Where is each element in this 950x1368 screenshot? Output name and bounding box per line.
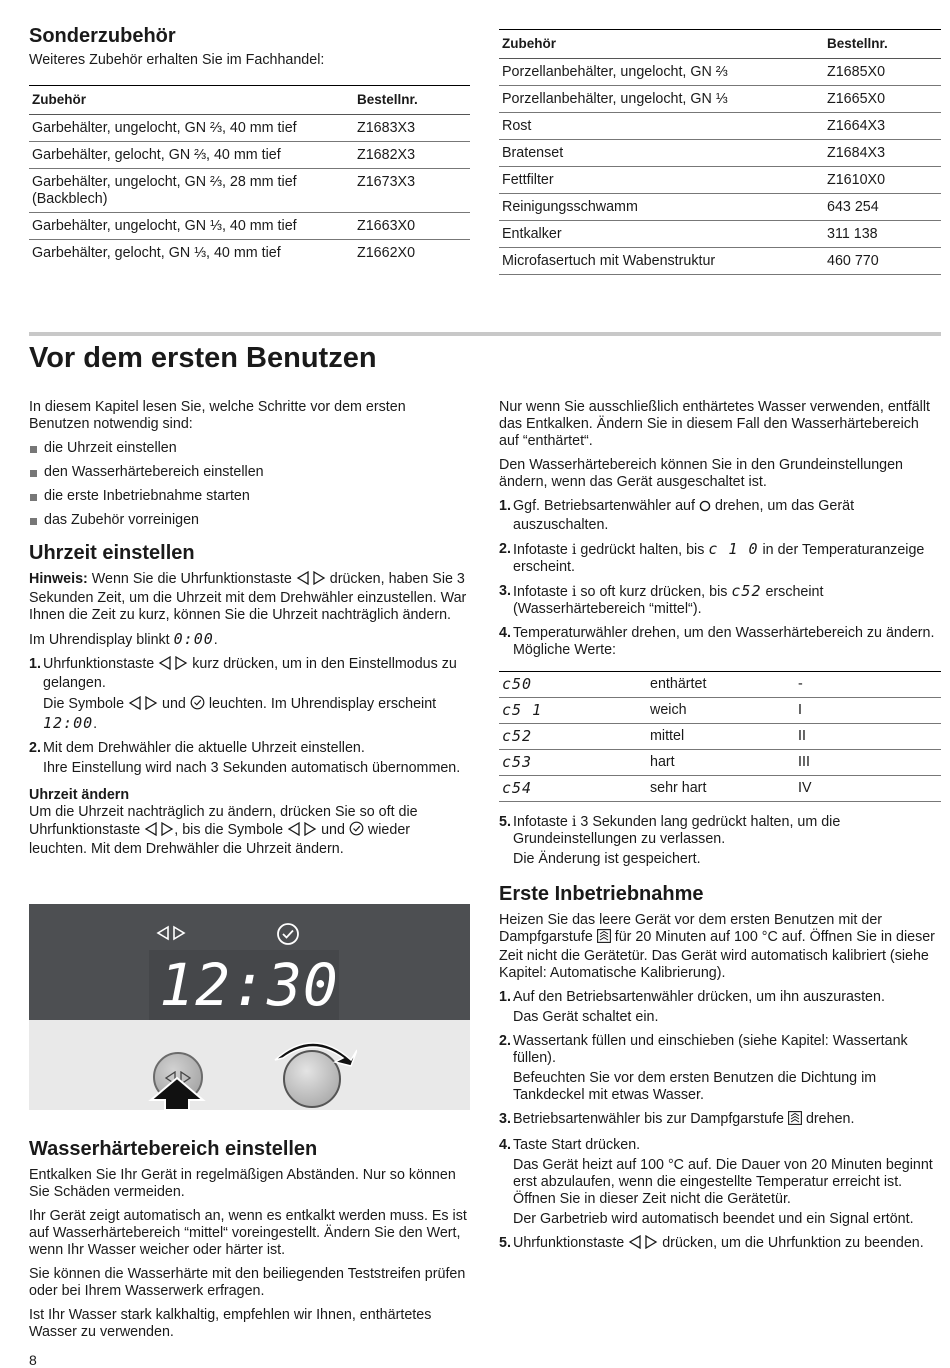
- table-cell: IV: [795, 776, 941, 802]
- step-text: 3 Sekunden lang gedrückt halten, um die Grundeinstellungen zu verlassen.: [513, 814, 841, 847]
- table-cell: Rost: [499, 113, 824, 140]
- water-steps: [499, 498, 941, 659]
- step-number: 2.: [499, 1033, 511, 1049]
- table-cell: Z1663X0: [354, 213, 470, 240]
- table-cell: Entkalker: [499, 221, 824, 248]
- step-text: Temperaturwähler drehen, um den Wasserhärtebereich zu ändern.: [513, 625, 935, 641]
- list-item: 1. Uhrfunktionstaste kurz drücken, um in den Einstellmodus zu gelangen. Die Symbole und leuchten. Im Uhrendisplay erscheint 12:00.: [29, 656, 457, 732]
- clock-function-icon: [628, 1235, 658, 1254]
- table-cell: Garbehälter, gelocht, GN ⅔, 40 mm tief: [29, 142, 354, 169]
- table-cell: -: [795, 672, 941, 698]
- step-text: Infotaste: [513, 542, 568, 558]
- press-arrow-icon: [147, 1076, 207, 1110]
- table-cell: Garbehälter, ungelocht, GN ⅓, 40 mm tief: [29, 213, 354, 240]
- water-title: Wasserhärtebereich einstellen: [29, 1138, 318, 1160]
- clock-function-icon: [144, 822, 174, 841]
- display-value: 0:00: [173, 630, 214, 648]
- step-text: Mit dem Drehwähler die aktuelle Uhrzeit einstellen.: [43, 740, 365, 756]
- hardness-table: [499, 671, 941, 802]
- off-position-icon: [699, 500, 711, 517]
- step-text: und: [162, 696, 186, 712]
- step-text: Infotaste: [513, 584, 568, 600]
- step-text: Uhrfunktionstaste: [513, 1235, 625, 1251]
- table-row: [499, 59, 941, 86]
- table-cell: Z1683X3: [354, 115, 470, 142]
- list-item: [499, 1235, 941, 1254]
- list-item: [499, 498, 941, 534]
- timer-icon: [276, 922, 300, 951]
- water-paragraph: Entkalken Sie Ihr Gerät in regelmäßigen Abständen. Nur so können Sie Schäden vermeiden.: [29, 1167, 456, 1200]
- table-row: [29, 169, 470, 213]
- steam-mode-icon: [788, 1111, 802, 1130]
- list-item: [499, 625, 941, 659]
- list-item: [499, 1033, 941, 1104]
- table-cell: enthärtet: [647, 672, 795, 698]
- table-row: [499, 750, 941, 776]
- list-item: [499, 1137, 941, 1228]
- table-header: Bestellnr.: [824, 30, 941, 59]
- accessories-section: [29, 24, 470, 266]
- chapter-title: Vor dem ersten Benutzen: [29, 342, 377, 374]
- accessories-table-2-wrap: [499, 29, 941, 275]
- table-cell: mittel: [647, 724, 795, 750]
- list-item: [499, 583, 941, 618]
- table-row: [499, 248, 941, 275]
- step-text: drehen, um das Gerät auszuschalten.: [513, 498, 855, 533]
- step-text: Ggf. Betriebsartenwähler auf: [513, 498, 695, 514]
- step-subtext: Das Gerät schaltet ein.: [513, 1009, 659, 1025]
- list-item: [499, 541, 941, 576]
- table-cell: c53: [499, 750, 647, 776]
- step-text: kurz drücken, um in den Einstellmodus zu gelangen.: [43, 656, 457, 691]
- table-header: Zubehör: [499, 30, 824, 59]
- table-cell: weich: [647, 698, 795, 724]
- table-cell: c5 1: [499, 698, 647, 724]
- table-cell: Garbehälter, ungelocht, GN ⅔, 28 mm tief (Backblech): [29, 169, 354, 213]
- change-text-part: , bis die Symbole: [174, 822, 284, 838]
- info-icon: i: [571, 542, 577, 558]
- clock-steps: [29, 656, 470, 777]
- water-steps-end: [499, 814, 941, 868]
- step-number: 1.: [499, 498, 511, 514]
- clock-function-icon: [128, 696, 158, 715]
- step-text: Uhrfunktionstaste: [43, 656, 155, 672]
- chapter-intro: In diesem Kapitel lesen Sie, welche Schritte vor dem ersten Benutzen notwendig sind:: [29, 399, 406, 432]
- table-cell: Z1685X0: [824, 59, 941, 86]
- table-cell: Z1673X3: [354, 169, 470, 213]
- water-paragraph: Ihr Gerät zeigt automatisch an, wenn es entkalkt werden muss. Es ist auf Wasserhärtebereich “mittel“ voreingestellt. Ändern Sie den Wert, wenn Ihr Wasser weicher oder härter ist.: [29, 1208, 467, 1258]
- table-cell: Z1664X3: [824, 113, 941, 140]
- step-number: 1.: [29, 656, 41, 672]
- startup-steps: [499, 989, 941, 1254]
- step-text: drehen.: [805, 1111, 855, 1127]
- change-title: Uhrzeit ändern: [29, 787, 130, 803]
- rotate-arrow-icon: [269, 1028, 357, 1068]
- step-subtext: Der Garbetrieb wird automatisch beendet und ein Signal ertönt.: [513, 1211, 914, 1227]
- step-number: 2.: [29, 740, 41, 756]
- list-item: den Wasserhärtebereich einstellen: [29, 464, 470, 481]
- table-row: [29, 115, 470, 142]
- step-text: Wassertank füllen und einschieben (siehe Kapitel: Wassertank füllen).: [513, 1033, 908, 1066]
- table-row: [29, 240, 470, 267]
- display-code: c52: [731, 582, 762, 600]
- table-row: [499, 140, 941, 167]
- water-paragraph: Ist Ihr Wasser stark kalkhaltig, empfehlen wir Ihnen, enthärtetes Wasser zu verwenden.: [29, 1307, 432, 1340]
- table-cell: sehr hart: [647, 776, 795, 802]
- table-row: [499, 113, 941, 140]
- table-cell: Garbehälter, gelocht, GN ⅓, 40 mm tief: [32, 245, 281, 261]
- list-item: [499, 814, 941, 868]
- table-cell: hart: [647, 750, 795, 776]
- note-text: Wenn Sie die Uhrfunktionstaste: [91, 571, 292, 587]
- startup-intro-part: für 20 Minuten auf 100 °C auf. Öffnen Sie in dieser Zeit nicht die Gerätetür. Das Gerät wird automatisch kalibriert (siehe Kapitel: Automatische Kalibrierung).: [499, 929, 935, 981]
- accessories-intro: Weiteres Zubehör erhalten Sie im Fachhandel:: [29, 52, 325, 68]
- step-text: in der Temperaturanzeige erscheint.: [513, 542, 925, 575]
- step-subtext: Befeuchten Sie vor dem ersten Benutzen die Dichtung im Tankdeckel mit etwas Wasser.: [513, 1070, 877, 1103]
- display-time: 12:30: [159, 951, 339, 1019]
- change-text-part: wieder leuchten. Mit dem Drehwähler die Uhrzeit ändern.: [29, 822, 411, 857]
- table-cell: Garbehälter, ungelocht, GN ⅔, 40 mm tief: [29, 115, 354, 142]
- step-number: 5.: [499, 1235, 511, 1251]
- step-number: 4.: [499, 625, 511, 641]
- table-cell: Porzellanbehälter, ungelocht, GN ⅔: [499, 59, 824, 86]
- clock-function-icon: [287, 822, 317, 841]
- table-cell: c50: [499, 672, 647, 698]
- table-cell: Porzellanbehälter, ungelocht, GN ⅓: [499, 86, 824, 113]
- info-icon: i: [571, 584, 577, 600]
- info-icon: i: [571, 814, 577, 830]
- clock-function-icon: [156, 925, 186, 946]
- blink-line: Im Uhrendisplay blinkt 0:00.: [29, 630, 218, 648]
- table-row: [499, 167, 941, 194]
- step-number: 4.: [499, 1137, 511, 1153]
- step-text: Die Symbole: [43, 696, 125, 712]
- table-row: [499, 776, 941, 802]
- step-number: 2.: [499, 541, 511, 557]
- step-text: gedrückt halten, bis: [580, 542, 705, 558]
- table-cell: Z1684X3: [824, 140, 941, 167]
- table-row: [29, 142, 470, 169]
- display-code: c 1 0: [708, 540, 759, 558]
- step-text: erscheint (Wasserhärtebereich “mittel“).: [513, 584, 824, 617]
- note-label: Hinweis:: [29, 571, 88, 587]
- water-hardness-left: [29, 1137, 470, 1348]
- table-cell: II: [795, 724, 941, 750]
- table-cell: Z1662X0: [357, 245, 416, 261]
- steam-mode-icon: [597, 929, 611, 948]
- left-column: [29, 399, 470, 865]
- table-cell: III: [795, 750, 941, 776]
- note-text: drücken, haben Sie 3 Sekunden Zeit, um die Uhrzeit mit dem Drehwähler einzustellen. War Ihnen die Zeit zu kurz, können Sie die Uhrzeit nachträglich ändern.: [29, 571, 467, 623]
- table-cell: Bratenset: [499, 140, 824, 167]
- clock-function-icon: [296, 571, 326, 590]
- panel-lower: [29, 1020, 470, 1110]
- table-cell: c54: [499, 776, 647, 802]
- accessories-table-2: [499, 29, 941, 275]
- table-row: [499, 194, 941, 221]
- accessories-table-1: [29, 85, 470, 266]
- step-number: 3.: [499, 1111, 511, 1127]
- list-item: das Zubehör vorreinigen: [29, 512, 470, 529]
- display-value: 12:00: [43, 714, 94, 732]
- step-subtext: Die Änderung ist gespeichert.: [513, 851, 701, 867]
- change-text-part: Um die Uhrzeit nachträglich zu ändern, drücken Sie so oft die Uhrfunktionstaste: [29, 804, 418, 838]
- step-number: 1.: [499, 989, 511, 1005]
- step-number: 3.: [499, 583, 511, 599]
- table-cell: Z1610X0: [824, 167, 941, 194]
- table-cell: Reinigungsschwamm: [499, 194, 824, 221]
- chapter-bullets: [29, 440, 470, 529]
- table-cell: 311 138: [824, 221, 941, 248]
- change-text-part: und: [321, 822, 345, 838]
- table-cell: I: [795, 698, 941, 724]
- table-row: [29, 213, 470, 240]
- list-item: die erste Inbetriebnahme starten: [29, 488, 470, 505]
- table-row: [499, 672, 941, 698]
- table-row: [499, 698, 941, 724]
- step-text: Betriebsartenwähler bis zur Dampfgarstufe: [513, 1111, 784, 1127]
- table-cell: 643 254: [824, 194, 941, 221]
- clock-note: [29, 571, 470, 624]
- table-cell: Z1665X0: [824, 86, 941, 113]
- water-paragraph: Den Wasserhärtebereich können Sie in den Grundeinstellungen ändern, wenn das Gerät ausgeschaltet ist.: [499, 457, 904, 490]
- step-text: leuchten. Im Uhrendisplay erscheint: [208, 696, 437, 712]
- step-subtext: Ihre Einstellung wird nach 3 Sekunden automatisch übernommen.: [43, 760, 461, 776]
- table-cell: 460 770: [824, 248, 941, 275]
- page-number: 8: [29, 1352, 37, 1368]
- step-text: so oft kurz drücken, bis: [580, 584, 728, 600]
- startup-title: Erste Inbetriebnahme: [499, 883, 704, 905]
- table-cell: Z1682X3: [354, 142, 470, 169]
- list-item: [499, 1111, 941, 1130]
- list-item: [29, 740, 470, 777]
- step-text: drücken, um die Uhrfunktion zu beenden.: [662, 1235, 924, 1251]
- timer-icon: [190, 695, 205, 715]
- table-cell: Microfasertuch mit Wabenstruktur: [499, 248, 824, 275]
- clock-title: Uhrzeit einstellen: [29, 542, 195, 564]
- step-subtext: Mögliche Werte:: [513, 642, 617, 658]
- step-text: Taste Start drücken.: [513, 1137, 641, 1153]
- table-cell: c52: [499, 724, 647, 750]
- step-number: 5.: [499, 814, 511, 830]
- list-item: die Uhrzeit einstellen: [29, 440, 470, 457]
- accessories-title: Sonderzubehör: [29, 25, 176, 47]
- list-item: [499, 989, 941, 1026]
- chapter-divider: [29, 332, 941, 336]
- step-text: Infotaste: [513, 814, 568, 830]
- table-row: [499, 221, 941, 248]
- right-column: [499, 399, 941, 1261]
- control-panel-illustration: [29, 904, 470, 1110]
- table-header: Zubehör: [29, 86, 354, 115]
- timer-icon: [349, 821, 364, 841]
- table-row: [499, 86, 941, 113]
- startup-intro: [499, 912, 941, 982]
- blink-text: Im Uhrendisplay blinkt: [29, 632, 170, 648]
- step-subtext: Das Gerät heizt auf 100 °C auf. Die Dauer von 20 Minuten beginnt erst abzulaufen, wenn die eingestellte Temperatur erreicht ist. Öffnen Sie in dieser Zeit nicht die Gerätetür.: [513, 1157, 933, 1207]
- table-cell: Fettfilter: [499, 167, 824, 194]
- clock-function-icon: [158, 656, 188, 675]
- change-text: [29, 804, 470, 858]
- water-paragraph: Sie können die Wasserhärte mit den beiliegenden Teststreifen prüfen oder bei Ihrem Wasserwerk erfragen.: [29, 1266, 466, 1299]
- water-paragraph: Nur wenn Sie ausschließlich enthärtetes Wasser verwenden, entfällt das Entkalken. Ändern Sie in diesem Fall den Wasserhärtebereich auf “enthärtet“.: [499, 399, 930, 449]
- table-row: [499, 724, 941, 750]
- table-header: Bestellnr.: [354, 86, 470, 115]
- step-text: Auf den Betriebsartenwähler drücken, um ihn auszurasten.: [513, 989, 885, 1005]
- startup-intro-part: Heizen Sie das leere Gerät vor dem ersten Benutzen mit der Dampfgarstufe: [499, 912, 883, 945]
